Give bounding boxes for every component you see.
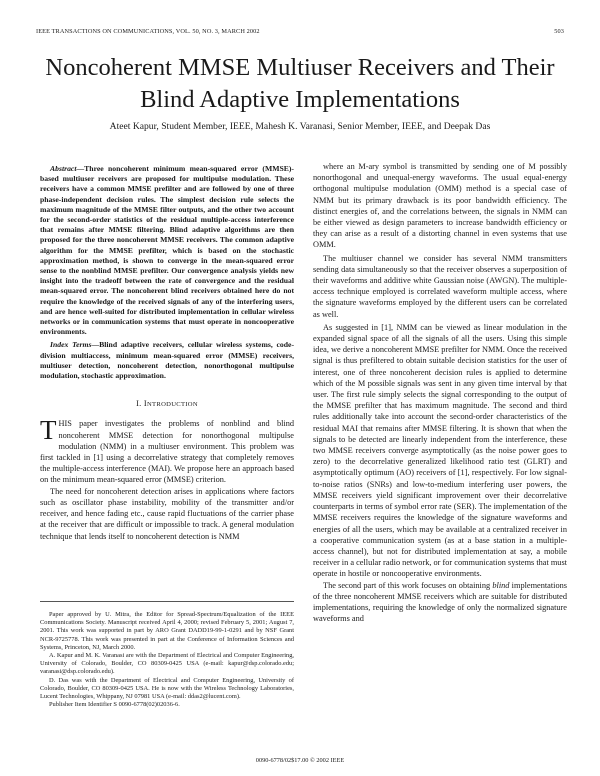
left-column [40, 164, 294, 542]
running-header [36, 28, 564, 35]
section-heading [40, 398, 294, 410]
footnote-affiliation-1: A. Kapur and M. K. Varanasi are with the Department of Electrical and Computer Engineering, University of Colorado, Boulder, CO 80309-0425 USA (e-mail: kapur@dsp.colorado.edu; varanasi@dsp.colorado.edu). [40, 652, 294, 676]
copyright-footer: 0090-6778/02$17.00 © 2002 IEEE [255, 757, 345, 764]
page-number: 503 [554, 28, 564, 35]
right-column [313, 161, 567, 624]
body-paragraph-4-emphasis: blind [492, 580, 510, 590]
body-paragraph-3: As suggested in [1], NMM can be viewed as linear modulation in the expanded signal space of all the signals of all the users. Using this simple idea, we derive a noncoherent MMSE prefilter for NMM. Once the received signal is thus prefiltered to obtain suitable decision statistics for the user of interest, one of three noncoherent decision rules is applied to determine which of the M possible signals was sent in any given time interval by that user. The first rule simply selects the signal corresponding to the output of the MMSE prefilter that has maximum magnitude. The second and third rules additionally take into account the second-order characteristics of the residual MAI that remains after MMSE filtering. It is shown that when the signals to be detected are linearly independent from the interference, these two MMSE receivers converge asymptotically (as the noise power goes to zero) to the decorrelative generalized likelihood ratio test (GLRT) and asymptotically optimum (AO) receivers of [1], respectively. For low signal-to-noise ratios (SNRs) and low-to-medium interfering user powers, the MMSE receivers yield significant improvement over their decorrelative counterparts in terms of symbol error rate (SER). The implementation of the MMSE receivers requires the knowledge of the signature waveforms and energies of all the users, which may be available at a centralized receiver in a cooperative communication system (as at a base station in a multiple-access channel), but not for distributed implementation at say, a mobile receiver in a cellular radio network, or for communication systems that must operate in hostile or noncooperative environments. [313, 322, 567, 579]
intro-paragraph-2: The need for noncoherent detection arises in applications where factors such as oscillator phase instability, mobility of the transmitter and/or receiver, and hence fading etc., cause rapid fluctuations of the carrier phase at the receiver that are difficult or impossible to track. A general modulation technique that lends itself to noncoherent detection is NMM [40, 486, 294, 541]
index-terms-label: Index Terms— [50, 340, 100, 350]
body-paragraph-2: The multiuser channel we consider has several NMM transmitters sending data simultaneously so that the receiver observes a superposition of their waveforms and additive white Gaussian noise (AWGN). The multiple-access technique employed is correlated waveform multiple access, where the signature waveforms employed by the different users can be correlated as well. [313, 253, 567, 319]
footnote-editor: Paper approved by U. Mitra, the Editor for Spread-Spectrum/Equalization of the IEEE Communications Society. Manuscript received April 4, 2000; revised February 5, 2001; August 7, 2001. This work was supported in part by ARO Grant DADD19-99-1-0291 and by NSF Grant NCR-9725778. This work was presented in part at the Conference of Information Sciences and Systems, Princeton, NJ, March 2000. [40, 611, 294, 651]
intro-paragraph-1-text: paper investigates the problems of nonblind and blind noncoherent MMSE detection for nonorthogonal multipulse modulation (NMM) in a multiuser environment. This problem was first tackled in [1] using a decorrelative strategy that completely removes the multiple-access interference (MAI). We propose here an approach based on the minimum mean-squared error (MMSE) criterion. [40, 419, 294, 485]
section-number: I. [136, 399, 142, 409]
index-terms [40, 340, 294, 381]
journal-citation: IEEE TRANSACTIONS ON COMMUNICATIONS, VOL. 50, NO. 3, MARCH 2002 [36, 28, 260, 35]
index-terms-text: Blind adaptive receivers, cellular wireless systems, code-division multiaccess, minimum mean-squared error (MMSE) receivers, multiuser detection, noncoherent detection, nonorthogonal multipulse modulation, stochastic approximation. [40, 340, 295, 381]
body-paragraph-4-start: The second part of this work focuses on obtaining [323, 580, 493, 590]
intro-lead-word: HIS [58, 419, 72, 429]
abstract-label: Abstract— [50, 164, 85, 173]
body-paragraph-4-rest: implementations of the three noncoherent MMSE receivers which are suitable for distributed implementations, requiring the knowledge of only the normalized signature waveforms and [313, 580, 567, 624]
drop-cap: T [40, 415, 57, 446]
footnote-affiliation-2: D. Das was with the Department of Electrical and Computer Engineering, University of Colorado, Boulder, CO 80309-0425 USA. He is now with the Wireless Technology Laboratories, Lucent Technologies, Whippany, NJ 07981 USA (e-mail: ddas2@lucent.com). [40, 676, 294, 701]
paper-title: Noncoherent MMSE Multiuser Receivers and Their Blind Adaptive Implementations [45, 54, 555, 113]
footnote-publisher-id: Publisher Item Identifier S 0090-6778(02)02036-6. [49, 701, 180, 709]
author-line: Ateet Kapur, Student Member, IEEE, Mahesh K. Varanasi, Senior Member, IEEE, and Deepak Das [109, 121, 491, 132]
body-paragraph-4 [313, 580, 567, 625]
section-title-rest: NTRODUCTION [146, 401, 198, 409]
section-title-initial: I [143, 399, 147, 409]
intro-paragraph-1 [40, 415, 294, 485]
abstract [40, 164, 294, 337]
abstract-text: Three noncoherent minimum mean-squared error (MMSE)-based multiuser receivers are proposed for multipulse modulation. These receivers have a common MMSE prefilter and are followed by one of three phase-independent decision rules. The simplest decision rule selects the maximum magnitude of the MMSE filter outputs, and the other two account for the second-order statistics of the residual multiple-access interference that remains after MMSE filtering. Blind adaptive algorithms are then proposed for the three noncoherent MMSE receivers. The common adaptive algorithm for the MMSE prefilter, which is based on the stochastic approximation method, is shown to converge in the mean-squared error sense to the nonblind MMSE prefilter. Our convergence analysis yields new insight into the tradeoff between the rate of convergence and the residual mean-squared error. The noncoherent blind receivers obtained here do not require the knowledge of the received signals of any of the interfering users, and are hence well-suited for distributed implementation in cellular wireless networks or in communication systems that must operate in noncooperative environments. [40, 164, 294, 337]
body-paragraph-1: where an M-ary symbol is transmitted by sending one of M possibly nonorthogonal and unequal-energy waveforms. The usual equal-energy orthogonal multipulse modulation (OMM) method is a special case of NMM but its primary drawback is its poor bandwidth efficiency. The distinct energies of, and the correlations between, the signals in NMM can be either viewed as design parameters to increase bandwidth efficiency or they can arise as a result of a distorting channel in even systems that use OMM. [313, 162, 567, 250]
footnotes [40, 601, 294, 709]
